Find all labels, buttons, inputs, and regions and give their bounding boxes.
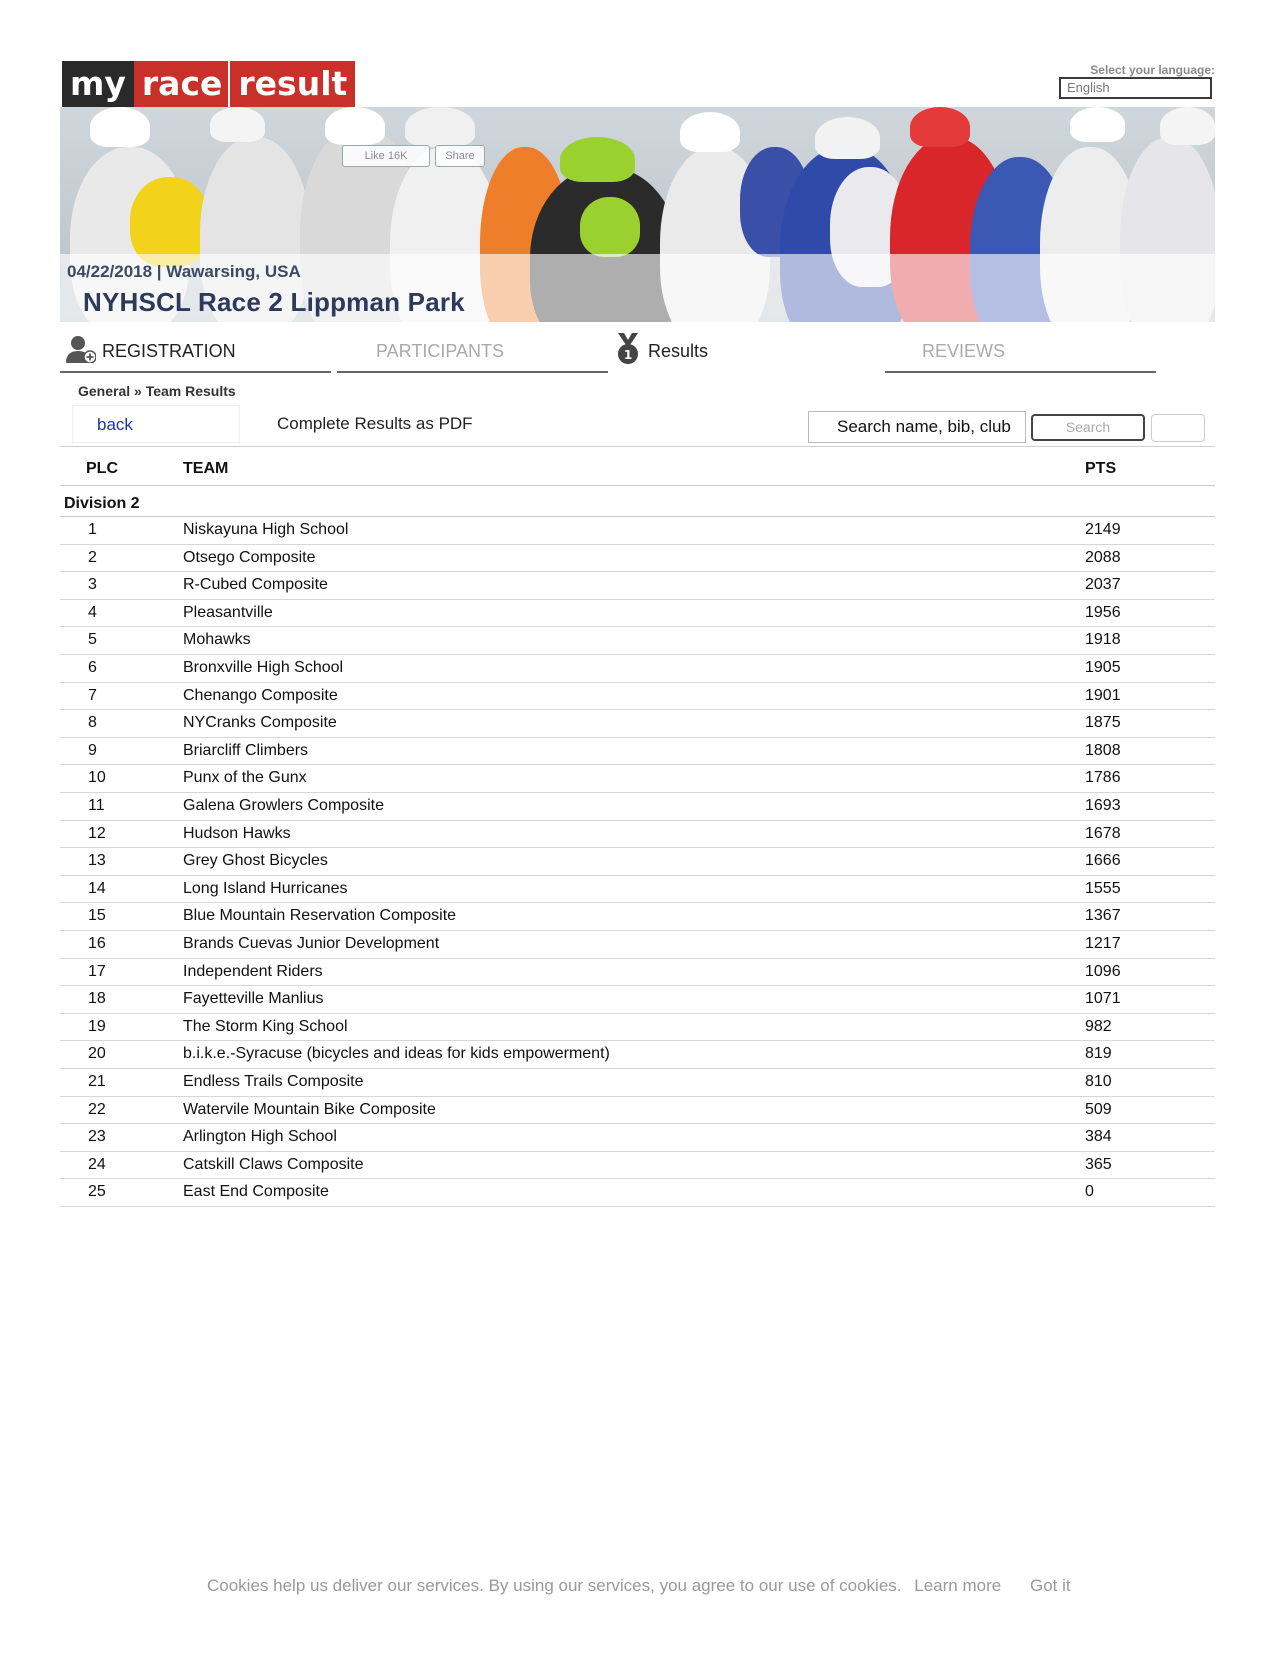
cell-team: Watervile Mountain Bike Composite [183,1100,436,1118]
table-row[interactable] [60,517,1215,545]
cell-pts: 1071 [1085,990,1121,1008]
table-row[interactable] [60,876,1215,904]
complete-results-pdf-link[interactable]: Complete Results as PDF [277,414,473,433]
cell-pts: 982 [1085,1017,1112,1035]
cell-team: Mohawks [183,631,251,649]
cell-plc: 13 [88,852,106,870]
cell-plc: 23 [88,1128,106,1146]
cell-team: Chenango Composite [183,686,338,704]
cell-plc: 1 [88,521,97,538]
cell-pts: 509 [1085,1100,1112,1118]
tab-participants[interactable] [376,330,504,372]
cookie-banner [207,1576,1001,1596]
cell-plc: 15 [88,907,106,925]
table-row[interactable] [60,572,1215,600]
table-row[interactable] [60,1124,1215,1152]
cell-plc: 24 [88,1155,106,1173]
table-row[interactable] [60,903,1215,931]
tab-results-label: Results [648,340,709,361]
cell-pts: 1367 [1085,907,1121,925]
table-row[interactable] [60,959,1215,987]
cell-plc: 4 [88,603,97,621]
column-header-plc[interactable]: PLC [86,460,118,477]
cell-team: The Storm King School [183,1017,348,1035]
cell-plc: 7 [88,686,97,704]
event-date-location: 04/22/2018 | Wawarsing, USA [67,262,301,281]
cell-plc: 8 [88,714,97,732]
table-row[interactable] [60,655,1215,683]
table-row[interactable] [60,738,1215,766]
column-header-pts[interactable]: PTS [1085,460,1117,477]
facebook-share-button[interactable]: Share [435,145,485,167]
cookie-got-it-button[interactable]: Got it [1030,1576,1071,1595]
cell-pts: 2037 [1085,576,1121,594]
cell-team: Pleasantville [183,603,273,621]
cell-team: R-Cubed Composite [183,576,328,594]
table-row[interactable] [60,545,1215,573]
table-row[interactable] [60,821,1215,849]
logo-my: my [62,61,134,107]
svg-text:1: 1 [623,347,633,362]
cell-team: Galena Growlers Composite [183,797,384,814]
cell-pts: 1217 [1085,935,1121,952]
cell-team: Endless Trails Composite [183,1073,364,1090]
tab-registration-underline [60,371,331,373]
cell-pts: 1875 [1085,714,1121,732]
facebook-like-button[interactable]: Like 16K [342,145,430,167]
tab-participants-label: PARTICIPANTS [376,340,505,361]
table-row[interactable] [60,1097,1215,1125]
cell-pts: 1901 [1085,686,1121,704]
cookie-learn-more-link[interactable]: Learn more [914,1576,1002,1595]
cell-plc: 22 [88,1100,106,1118]
cell-pts: 384 [1085,1128,1112,1146]
table-row[interactable] [60,848,1215,876]
cell-team: NYCranks Composite [183,714,337,732]
cell-pts: 1693 [1085,797,1121,814]
cell-pts: 0 [1085,1183,1094,1201]
cell-plc: 6 [88,659,97,676]
cell-plc: 2 [88,548,97,566]
cell-plc: 19 [88,1017,106,1035]
breadcrumb[interactable]: General » Team Results [78,383,236,399]
cell-plc: 10 [88,769,106,787]
event-title: NYHSCL Race 2 Lippman Park [83,287,465,317]
cell-plc: 16 [88,935,106,952]
table-row[interactable] [60,1041,1215,1069]
cell-team: Hudson Hawks [183,824,291,842]
cell-pts: 1918 [1085,631,1121,649]
search-button[interactable]: Search [1031,414,1145,441]
tab-participants-underline [337,371,608,373]
cell-pts: 819 [1085,1045,1112,1063]
table-row[interactable] [60,986,1215,1014]
cell-team: Fayetteville Manlius [183,990,324,1008]
cell-pts: 810 [1085,1073,1112,1090]
logo-result: result [230,61,355,107]
division-heading: Division 2 [64,495,140,512]
table-row[interactable] [60,1069,1215,1097]
cell-pts: 1096 [1085,962,1121,980]
cell-team: Independent Riders [183,962,323,980]
cell-pts: 2149 [1085,521,1121,538]
cell-pts: 1905 [1085,659,1121,676]
cell-pts: 1808 [1085,741,1121,759]
cell-plc: 18 [88,990,106,1008]
cell-pts: 1555 [1085,879,1121,897]
cell-plc: 3 [88,576,97,594]
divider [60,446,1215,447]
cell-pts: 1678 [1085,824,1121,842]
logo[interactable] [62,61,355,107]
cell-plc: 12 [88,824,106,842]
tab-reviews-underline [885,371,1156,373]
cell-plc: 11 [88,797,105,814]
cell-team: Briarcliff Climbers [183,741,309,759]
cell-team: Long Island Hurricanes [183,879,348,897]
table-row[interactable] [60,1152,1215,1180]
table-row[interactable] [60,1014,1215,1042]
back-button[interactable]: back [72,405,240,443]
cell-plc: 5 [88,631,97,649]
language-label: Select your language: [1090,63,1215,77]
tab-registration[interactable] [66,330,236,372]
cell-team: Catskill Claws Composite [183,1155,364,1173]
tab-results[interactable] [614,330,708,372]
tab-registration-label: REGISTRATION [102,340,236,361]
cell-pts: 2088 [1085,548,1121,566]
cell-team: Brands Cuevas Junior Development [183,935,440,952]
cell-plc: 20 [88,1045,106,1063]
cell-pts: 1666 [1085,852,1121,870]
cell-team: East End Composite [183,1183,329,1201]
tab-reviews[interactable] [922,330,1005,372]
cell-plc: 17 [88,962,106,980]
table-row[interactable] [60,793,1215,821]
filter-button[interactable] [1151,414,1205,442]
logo-race: race [134,61,231,107]
table-row[interactable] [60,710,1215,738]
cookie-text: Cookies help us deliver our services. By using our services, you agree to our use of cookies. [207,1576,902,1595]
cell-plc: 21 [88,1073,106,1090]
cell-pts: 1786 [1085,769,1121,787]
header-divider [60,485,1215,486]
column-header-team[interactable]: TEAM [183,460,229,477]
table-row[interactable] [60,931,1215,959]
cell-team: Arlington High School [183,1128,337,1146]
cell-team: Niskayuna High School [183,521,349,538]
medal-icon [614,333,642,370]
cell-team: Grey Ghost Bicycles [183,852,328,870]
cell-team: Punx of the Gunx [183,769,307,787]
cell-plc: 9 [88,741,97,759]
table-row[interactable] [60,600,1215,628]
cell-team: Blue Mountain Reservation Composite [183,907,457,925]
cell-team: Bronxville High School [183,659,344,676]
table-row[interactable] [60,683,1215,711]
cell-plc: 14 [88,879,106,897]
table-row[interactable] [60,765,1215,793]
cell-pts: 1956 [1085,603,1121,621]
cell-team: Otsego Composite [183,548,316,566]
tab-reviews-label: REVIEWS [922,340,1006,361]
cell-plc: 25 [88,1183,106,1201]
table-row[interactable] [60,627,1215,655]
search-input[interactable]: Search name, bib, club [808,411,1026,443]
cell-team: b.i.k.e.-Syracuse (bicycles and ideas for kids empowerment) [183,1045,610,1063]
add-user-icon [66,335,96,368]
cell-pts: 365 [1085,1155,1112,1173]
table-row[interactable] [60,1179,1215,1207]
language-select[interactable]: English [1059,77,1212,99]
